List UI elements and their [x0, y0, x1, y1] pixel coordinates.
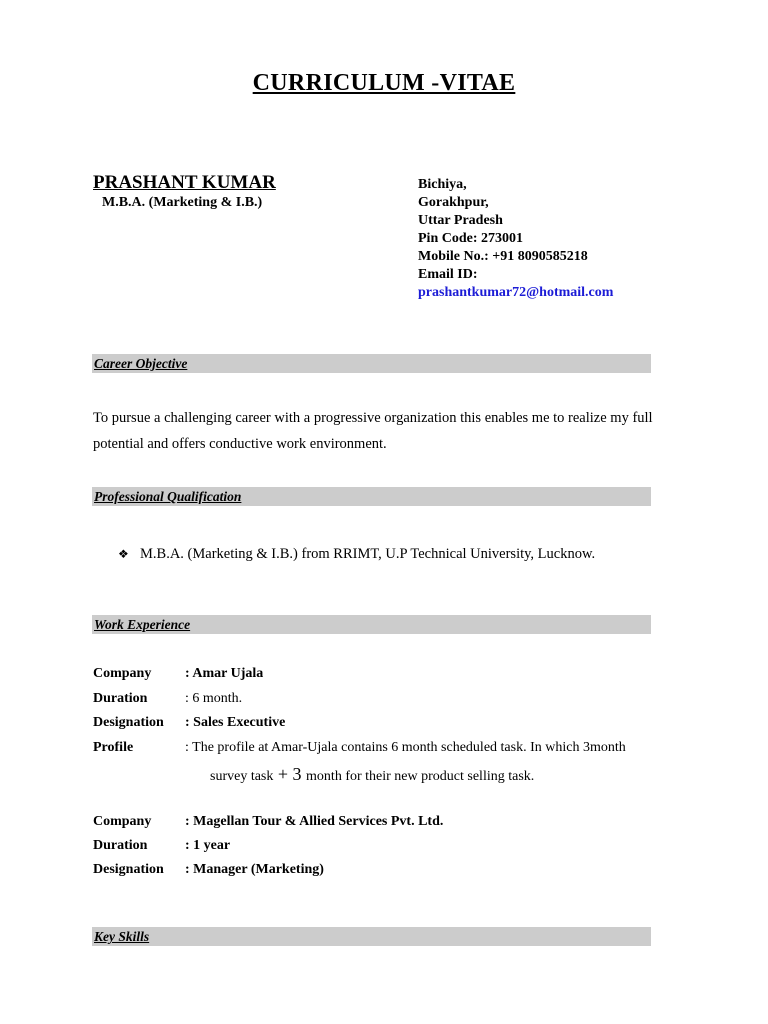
document-title: CURRICULUM -VITAE — [252, 70, 516, 96]
job-1-profile-continuation — [210, 764, 534, 785]
email-link[interactable]: prashantkumar72@hotmail.com — [418, 285, 614, 300]
address-line-1: Bichiya, — [418, 177, 467, 192]
duration-value: : 1 year — [185, 838, 231, 853]
profile-value: : The profile at Amar-Ujala contains 6 month scheduled task. In which 3month — [185, 740, 626, 755]
section-heading: Career Objective — [94, 356, 188, 371]
profile-cont-plus: + 3 — [273, 764, 307, 784]
career-objective-text: To pursue a challenging career with a progressive organization this enables me to realize my full potential and offers conductive work environment. — [93, 410, 653, 452]
designation-label: Designation — [93, 715, 164, 730]
section-professional-qualification — [92, 487, 651, 506]
candidate-name: PRASHANT KUMAR — [93, 172, 276, 193]
designation-value: : Sales Executive — [185, 715, 286, 730]
designation-value: : Manager (Marketing) — [185, 862, 324, 877]
section-key-skills — [92, 927, 651, 946]
duration-label: Duration — [93, 838, 148, 853]
section-heading: Key Skills — [94, 929, 150, 944]
section-career-objective — [92, 354, 651, 373]
email-label: Email ID: — [418, 267, 478, 282]
duration-label: Duration — [93, 691, 148, 706]
profile-cont-part-b: month for their new product selling task. — [306, 769, 535, 784]
designation-label: Designation — [93, 862, 164, 877]
address-line-2: Gorakhpur, — [418, 195, 489, 210]
profile-label: Profile — [93, 740, 134, 755]
section-heading: Work Experience — [94, 617, 191, 632]
section-work-experience — [92, 615, 651, 634]
qualification-text: M.B.A. (Marketing & I.B.) from RRIMT, U.P Technical University, Lucknow. — [140, 546, 596, 562]
pin-code: Pin Code: 273001 — [418, 231, 523, 246]
diamond-bullet-icon: ❖ — [118, 547, 129, 561]
company-value: : Amar Ujala — [185, 666, 264, 681]
address-line-3: Uttar Pradesh — [418, 213, 503, 228]
mobile-number: Mobile No.: +91 8090585218 — [418, 249, 588, 264]
company-label: Company — [93, 814, 152, 829]
company-label: Company — [93, 666, 152, 681]
company-value: : Magellan Tour & Allied Services Pvt. Ltd. — [185, 814, 444, 829]
candidate-degree: M.B.A. (Marketing & I.B.) — [102, 195, 263, 210]
profile-cont-part-a: survey task — [210, 769, 274, 784]
duration-value: : 6 month. — [185, 691, 243, 706]
contact-address — [418, 176, 613, 302]
section-heading: Professional Qualification — [94, 489, 242, 504]
